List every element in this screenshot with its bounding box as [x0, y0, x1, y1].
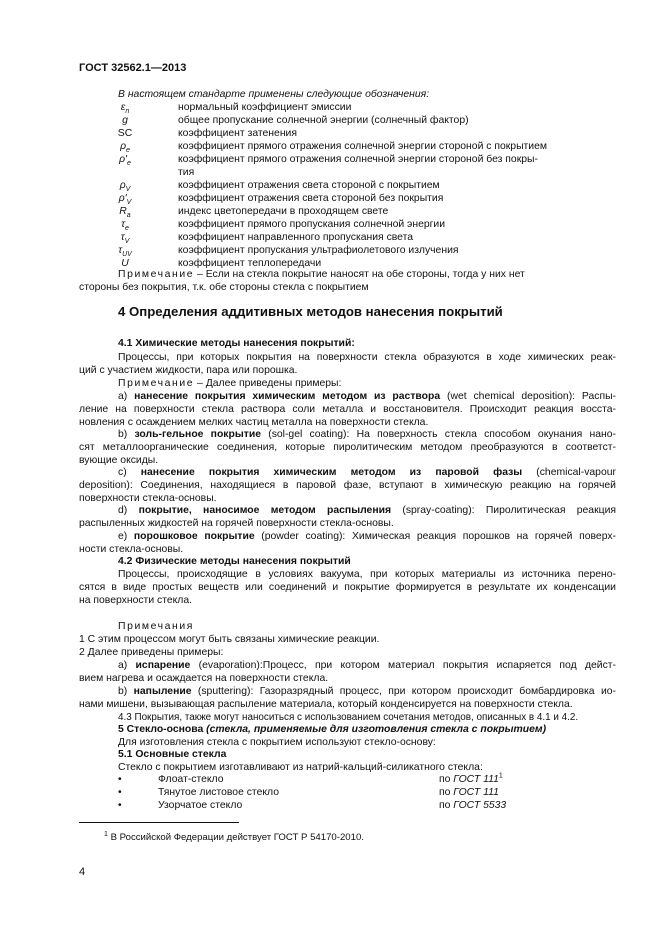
symbol: U	[121, 258, 129, 269]
symbol: $\tau_e$	[121, 219, 129, 233]
item-a: а) нанесение покрытия химическим методом из раствора (wet chemical deposition): Распы-	[118, 391, 617, 402]
note-2: 2 Далее приведены примеры:	[79, 647, 224, 658]
note-1: 1 С этим процессом могут быть связаны химические реакции.	[79, 634, 380, 645]
item-d: d) покрытие, наносимое методом распыления (spray-coating): Пиролитическая реакция	[118, 505, 617, 516]
standard-reference: по ГОСТ 111	[439, 787, 499, 798]
paragraph-line: Для изготовления стекла с покрытием используют стекло-основу:	[118, 737, 436, 748]
item-b: b) золь-гельное покрытие (sol-gel coating): На поверхность стекла способом окунания нано-	[118, 429, 616, 440]
symbol-definition: коэффициент направленного пропускания света	[178, 232, 414, 243]
paragraph-line: поверхности стекла-основы.	[79, 493, 217, 504]
paragraph-line: сятся в виде простых веществ или соединений и покрытие формируется в результате их конденсации	[79, 582, 616, 593]
symbol-definition: общее пропускание солнечной энергии (солнечный фактор)	[178, 115, 469, 126]
bullet-icon: •	[118, 800, 122, 811]
symbol: $\rho'_V$	[118, 193, 132, 207]
paragraph-line: вием нагрева и осаждается на поверхности стекла.	[79, 673, 329, 684]
symbol-definition-cont: тия	[178, 167, 195, 178]
symbol: $\varepsilon_n$	[120, 102, 130, 116]
section-4-heading: 4 Определения аддитивных методов нанесения покрытий	[118, 304, 503, 319]
paragraph-line: ций с участием жидкости, пара или порошка.	[79, 365, 298, 376]
symbols-note: Примечание – Если на стекла покрытие наносят на обе стороны, тогда у них нет	[118, 269, 525, 280]
symbol-definition: коэффициент отражения света стороной без покрытия	[178, 193, 444, 204]
symbol: $\rho_e$	[120, 141, 130, 155]
paragraph-line: Процессы, происходящие в условиях вакуума, при которых материалы из источника перено-	[118, 569, 616, 580]
footnote-divider	[79, 822, 239, 823]
symbol: SC	[117, 128, 133, 139]
section-5-1-heading: 5.1 Основные стекла	[118, 749, 227, 760]
symbol-definition: коэффициент прямого отражения солнечной энергии стороной без покры-	[178, 154, 538, 165]
paragraph-line: deposition): Соединения, находящиеся в паровой фазе, вступают в химическую реакцию на горячей	[79, 480, 616, 491]
section-5-heading: 5 Стекло-основа (стекла, применяемые для изготовления стекла с покрытием)	[118, 724, 547, 735]
symbol: $\tau_{UV}$	[118, 245, 132, 259]
notes-label: Примечания	[118, 621, 194, 632]
paragraph-line: ности стекла-основы.	[79, 544, 184, 555]
paragraph-line: Стекло с покрытием изготавливают из натрий-кальций-силикатного стекла:	[118, 762, 483, 773]
note-item-b: b) напыление (sputtering): Газоразрядный процесс, при котором происходит бомбардировка ио-	[118, 686, 617, 697]
item-c: с) нанесение покрытия химическим методом из паровой фазы (chemical-vapour	[118, 467, 616, 478]
paragraph-line: нами мишени, вызывающая распыление материала, который конденсируется на поверхности стекла.	[79, 699, 573, 710]
symbol-definition: коэффициент прямого отражения солнечной энергии стороной с покрытием	[178, 141, 548, 152]
symbol-definition: коэффициент пропускания ультрафиолетового излучения	[178, 245, 459, 256]
symbol-definition: коэффициент прямого пропускания солнечной энергии	[178, 219, 446, 230]
note-line: Примечание – Далее приведены примеры:	[118, 378, 342, 389]
standard-reference: по ГОСТ 5533	[439, 800, 507, 811]
list-item: Флоат-стекло	[158, 774, 224, 785]
standard-reference: по ГОСТ $111^1$	[439, 772, 503, 785]
symbol: $R_a$	[119, 206, 131, 220]
section-4-2-heading: 4.2 Физические методы нанесения покрытий	[118, 556, 351, 567]
paragraph-line: сят металлоорганические соединения, которые пиролитическим методом преобразуются в соответст-	[79, 442, 616, 453]
page-number: 4	[79, 866, 86, 878]
section-4-1-heading: 4.1 Химические методы нанесения покрытий:	[118, 338, 355, 349]
symbols-intro: В настоящем стандарте применены следующие обозначения:	[118, 89, 430, 100]
symbols-note-cont: стороны без покрытия, т.к. обе стороны стекла с покрытием	[79, 282, 369, 293]
note-item-a: а) испарение (evaporation):Процесс, при котором материал покрытия испаряется под дейст-	[118, 660, 617, 671]
footnote: $^1$ В Российской Федерации действует ГОСТ Р 54170-2010.	[104, 830, 364, 843]
section-4-3: 4.3 Покрытия, также могут наноситься с использованием сочетания методов, описанных в 4.1 и 4.2.	[118, 712, 579, 723]
symbol-definition: коэффициент теплопередачи	[178, 258, 322, 269]
symbol-definition: коэффициент затенения	[178, 128, 297, 139]
bullet-icon: •	[118, 787, 122, 798]
paragraph-line: вующие оксиды.	[79, 455, 159, 466]
document-header: ГОСТ 32562.1—2013	[79, 62, 187, 74]
item-e: е) порошковое покрытие (powder coating): Химическая реакция порошков на горячей поверх-	[118, 531, 617, 542]
symbol-definition: коэффициент отражения света стороной с покрытием	[178, 180, 440, 191]
symbol: $\tau_V$	[120, 232, 130, 246]
list-item: Тянутое листовое стекло	[158, 787, 279, 798]
symbol: g	[122, 115, 128, 126]
paragraph-line: ление на поверхности стекла раствора соли металла и восстановителя. Происходит реакция восста-	[79, 404, 616, 415]
bullet-icon: •	[118, 774, 122, 785]
symbol: $\rho_V$	[119, 180, 131, 194]
symbol-definition: индекс цветопередачи в проходящем свете	[178, 206, 389, 217]
list-item: Узорчатое стекло	[158, 800, 243, 811]
symbol: $\rho'_e$	[119, 154, 131, 168]
paragraph-line: новления с осаждением мелких частиц металла на поверхности стекла.	[79, 417, 429, 428]
paragraph-line: на поверхности стекла.	[79, 595, 193, 606]
paragraph-line: распыленных жидкостей на горячей поверхности стекла-основы.	[79, 518, 394, 529]
paragraph-line: Процессы, при которых покрытия на поверхности стекла образуются в ходе химических реак-	[118, 352, 616, 363]
symbol-definition: нормальный коэффициент эмиссии	[178, 102, 352, 113]
